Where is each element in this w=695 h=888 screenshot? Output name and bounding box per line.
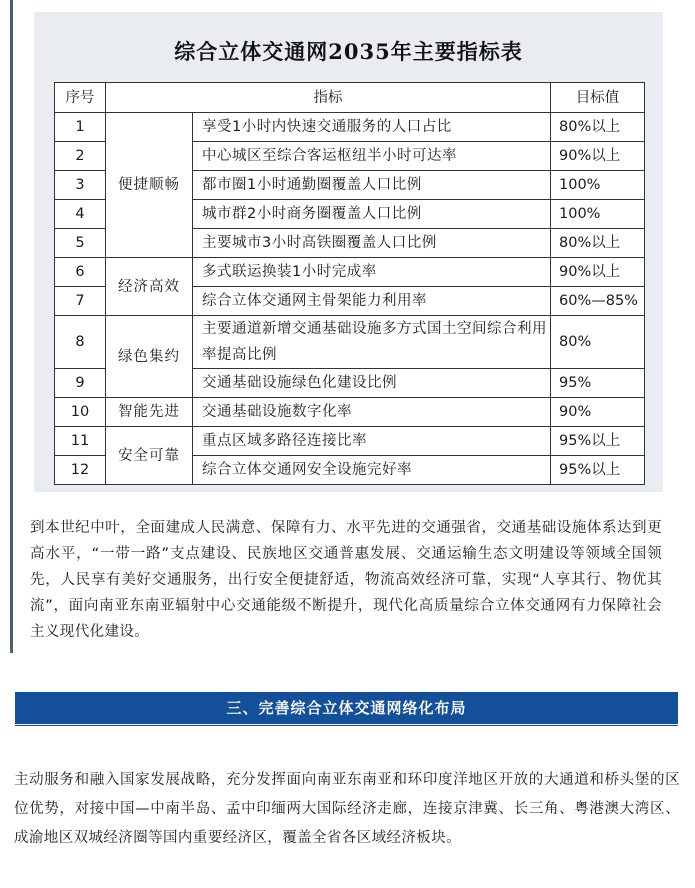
category-cell: 绿色集约 (106, 316, 193, 398)
category-cell: 经济高效 (106, 258, 193, 316)
row-target: 95%以上 (551, 456, 645, 485)
header-indicator: 指标 (106, 83, 551, 113)
row-no: 2 (55, 142, 106, 171)
row-no: 4 (55, 200, 106, 229)
row-indicator: 都市圈1小时通勤圈覆盖人口比例 (193, 171, 551, 200)
row-no: 7 (55, 287, 106, 316)
row-indicator: 交通基础设施绿色化建设比例 (193, 369, 551, 398)
header-no: 序号 (55, 83, 106, 113)
row-target: 90% (551, 398, 645, 427)
body-paragraph: 主动服务和融入国家发展战略，充分发挥面向南亚东南亚和环印度洋地区开放的大通道和桥头堡的区位优势，对接中国—中南半岛、孟中印缅两大国际经济走廊，连接京津冀、长三角、粤港澳大湾区、成渝地区双城经济圈等国内重要经济区，覆盖全省各区域经济板块。 (14, 772, 680, 846)
row-target: 100% (551, 171, 645, 200)
row-no: 11 (55, 427, 106, 456)
row-no: 6 (55, 258, 106, 287)
category-cell: 便捷顺畅 (106, 113, 193, 258)
row-indicator: 中心城区至综合客运枢纽半小时可达率 (193, 142, 551, 171)
row-indicator: 交通基础设施数字化率 (193, 398, 551, 427)
indicator-table-panel (34, 12, 663, 492)
table-header-row (55, 83, 645, 113)
row-no: 5 (55, 229, 106, 258)
row-indicator: 主要城市3小时高铁圈覆盖人口比例 (193, 229, 551, 258)
table-row (55, 113, 645, 142)
row-no: 12 (55, 456, 106, 485)
row-indicator: 综合立体交通网主骨架能力利用率 (193, 287, 551, 316)
row-target: 80%以上 (551, 113, 645, 142)
header-target: 目标值 (551, 83, 645, 113)
table-row (55, 316, 645, 369)
row-no: 3 (55, 171, 106, 200)
row-indicator: 城市群2小时商务圈覆盖人口比例 (193, 200, 551, 229)
row-target: 95% (551, 369, 645, 398)
row-indicator: 重点区域多路径连接比率 (193, 427, 551, 456)
table-title: 综合立体交通网2035年主要指标表 (174, 39, 523, 64)
row-no: 10 (55, 398, 106, 427)
row-indicator: 多式联运换装1小时完成率 (193, 258, 551, 287)
row-target: 95%以上 (551, 427, 645, 456)
row-indicator: 享受1小时内快速交通服务的人口占比 (193, 113, 551, 142)
section-divider (15, 725, 678, 726)
row-target: 60%—85% (551, 287, 645, 316)
row-target: 90%以上 (551, 142, 645, 171)
body-paragraph: 到本世纪中叶，全面建成人民满意、保障有力、水平先进的交通强省，交通基础设施体系达到更高水平，“一带一路”支点建设、民族地区交通普惠发展、交通运输生态文明建设等领域全国领先，人民享有美好交通服务，出行安全便捷舒适，物流高效经济可靠，实现“人享其行、物优其流”，面向南亚东南亚辐射中心交通能级不断提升，现代化高质量综合立体交通网有力保障社会主义现代化建设。 (30, 520, 662, 640)
row-indicator: 主要通道新增交通基础设施多方式国土空间综合利用率提高比例 (193, 316, 551, 369)
row-target: 90%以上 (551, 258, 645, 287)
section-heading: 三、完善综合立体交通网络化布局 (15, 692, 678, 724)
row-no: 1 (55, 113, 106, 142)
category-cell: 安全可靠 (106, 427, 193, 485)
row-no: 9 (55, 369, 106, 398)
row-indicator: 综合立体交通网安全设施完好率 (193, 456, 551, 485)
row-no: 8 (55, 316, 106, 369)
row-target: 80%以上 (551, 229, 645, 258)
row-target: 100% (551, 200, 645, 229)
table-row (55, 398, 645, 427)
table-row (55, 258, 645, 287)
row-target: 80% (551, 316, 645, 369)
table-row (55, 427, 645, 456)
indicator-table (54, 82, 645, 485)
category-cell: 智能先进 (106, 398, 193, 427)
